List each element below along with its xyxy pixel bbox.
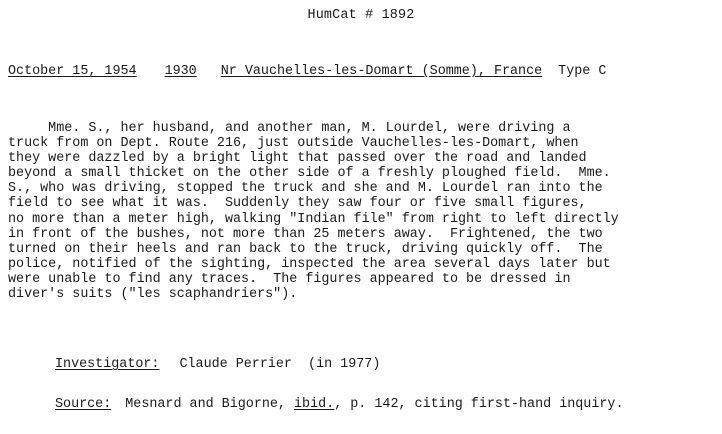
case-header (8, 64, 606, 79)
narrative-line: no more than a meter high, walking "Indian file" from right to left directly (8, 211, 619, 227)
narrative-line: they were dazzled by a bright light that passed over the road and landed (8, 151, 587, 167)
narrative-line: police, notified of the sighting, inspected the area several days later but (8, 256, 611, 272)
source-ibid: ibid. (294, 397, 335, 412)
case-location: Nr Vauchelles-les-Domart (Somme), France (220, 64, 543, 79)
catalog-title: HumCat # 1892 (307, 8, 415, 23)
source-line (55, 397, 624, 412)
narrative-line: Mme. S., her husband, and another man, M. Lourdel, were driving a (8, 121, 571, 136)
narrative-line: diver's suits ("les scaphandriers"). (8, 287, 298, 303)
source-label: Source: (55, 397, 112, 412)
case-type: Type C (558, 64, 607, 79)
case-date: October 15, 1954 (8, 64, 137, 79)
narrative-line: beyond a small thicket on the other side of a freshly ploughed field. Mme. (8, 166, 611, 182)
case-time: 1930 (164, 64, 197, 79)
narrative-line: S., who was driving, stopped the truck and she and M. Lourdel ran into the (8, 181, 603, 197)
narrative-line: were unable to find any traces. The figures appeared to be dressed in (8, 271, 571, 287)
narrative-line: turned on their heels and ran back to the truck, driving quickly off. The (8, 241, 603, 257)
investigator-value: Claude Perrier (in 1977) (179, 357, 381, 372)
case-narrative (8, 121, 718, 302)
narrative-line: field to see what it was. Suddenly they saw four or five small figures, (8, 196, 587, 212)
investigator-line (55, 357, 380, 372)
narrative-line: in front of the bushes, not more than 25 meters away. Frightened, the two (8, 226, 603, 242)
source-value-prefix: Mesnard and Bigorne, (125, 397, 286, 412)
narrative-line: truck from on Dept. Route 216, just outside Vauchelles-les-Domart, when (8, 136, 579, 152)
investigator-label: Investigator: (55, 357, 160, 372)
source-value-suffix: , p. 142, citing first-hand inquiry. (334, 397, 624, 412)
